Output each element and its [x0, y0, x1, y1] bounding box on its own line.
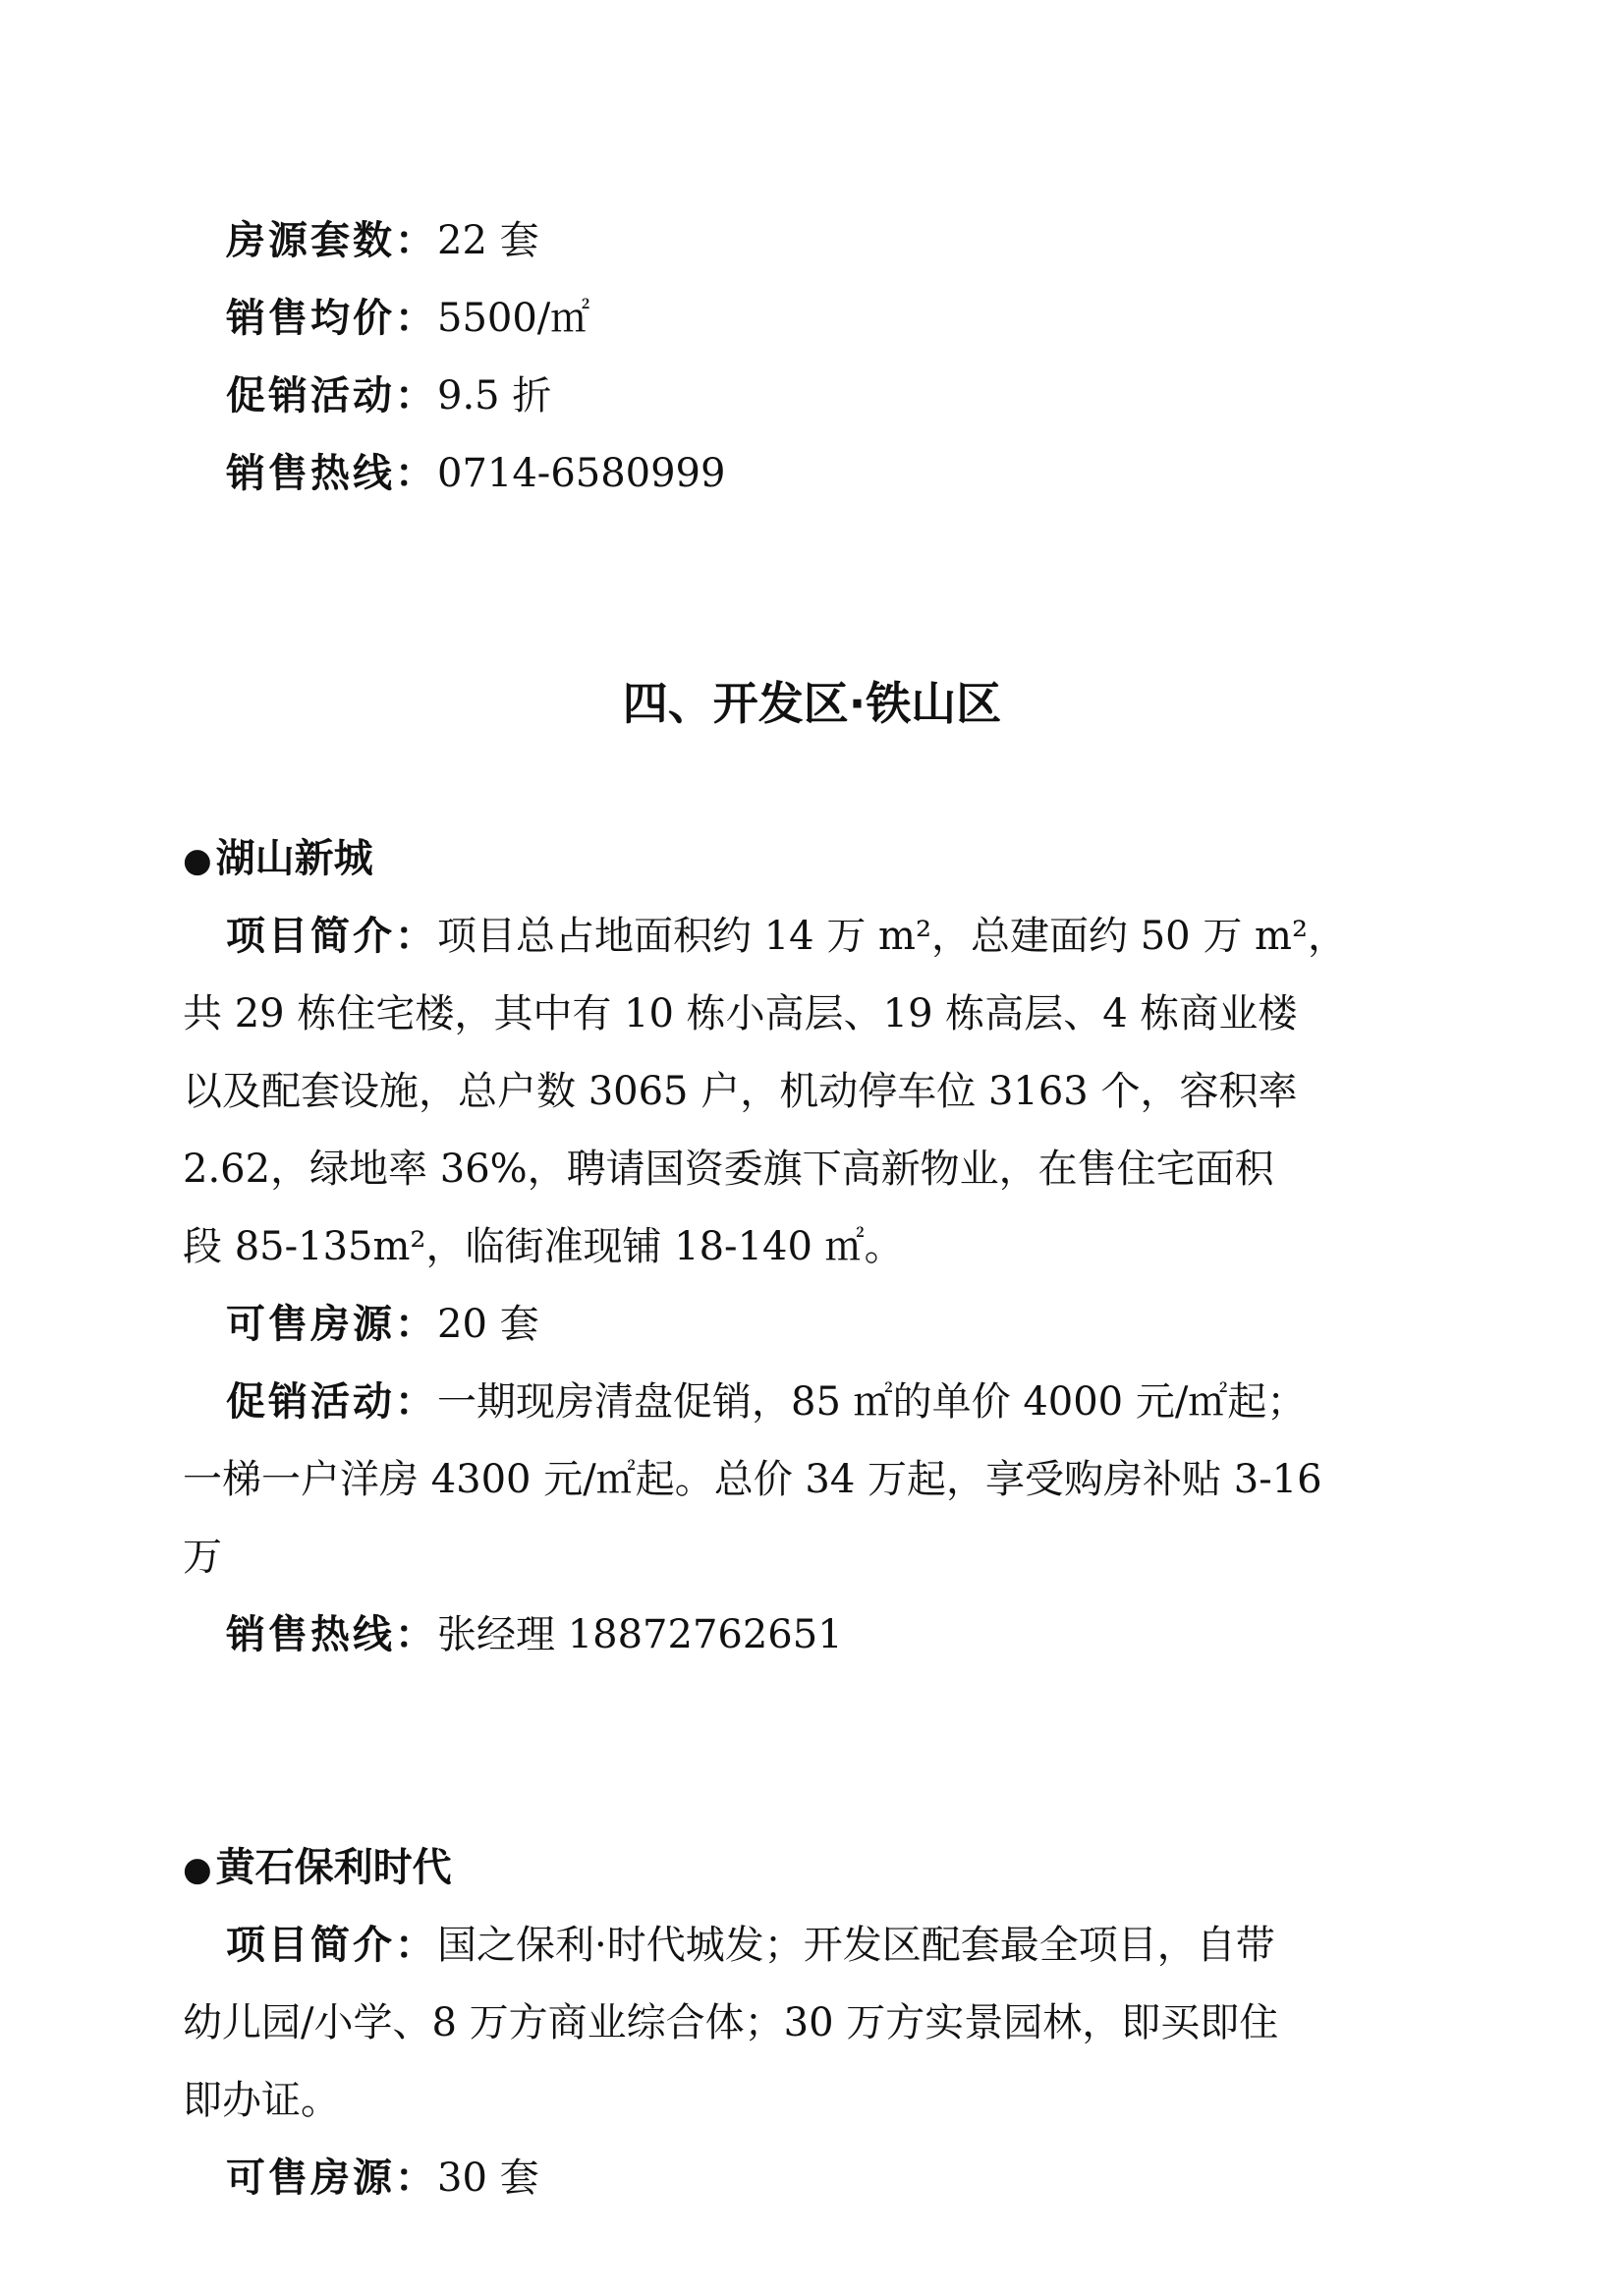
available-label: 可售房源： [226, 1302, 437, 1347]
property-title-poly [183, 1828, 452, 1909]
units-line [226, 201, 1401, 280]
poly-intro-line-2: 幼儿园/小学、8 万方商业综合体；30 万方实景园林，即买即住 [183, 2000, 1279, 2045]
hotline-label: 销售热线： [226, 1612, 437, 1657]
hotline-line [226, 434, 1401, 513]
hushan-promo-line-1 [226, 1363, 1401, 1441]
hushan-intro-line-5: 段 85-135m²，临街准现铺 18-140 ㎡。 [183, 1224, 904, 1269]
available-value: 30 套 [437, 2155, 539, 2201]
promo-text: 一期现房清盘促销，85 ㎡的单价 4000 元/㎡起； [437, 1379, 1307, 1425]
poly-intro-line-3: 即办证。 [183, 2078, 340, 2123]
promo-value: 9.5 折 [437, 373, 552, 419]
promo-label: 促销活动： [226, 373, 437, 419]
price-line [226, 279, 1401, 358]
poly-available-line [226, 2139, 1401, 2217]
promo-label: 促销活动： [226, 1379, 437, 1425]
hushan-intro-line-3: 以及配套设施，总户数 3065 户，机动停车位 3163 个，容积率 [183, 1069, 1298, 1114]
units-label: 房源套数： [226, 218, 437, 263]
hotline-value: 张经理 18872762651 [437, 1612, 843, 1657]
available-value: 20 套 [437, 1302, 539, 1347]
section-title: 四、开发区·铁山区 [622, 677, 1002, 730]
poly-intro-line-1 [226, 1906, 1401, 1985]
property-name: 湖山新城 [215, 836, 373, 881]
hotline-value: 0714-6580999 [437, 451, 726, 496]
intro-label: 项目简介： [226, 914, 437, 959]
intro-label: 项目简介： [226, 1923, 437, 1968]
hotline-label: 销售热线： [226, 451, 437, 496]
hushan-available-line [226, 1285, 1401, 1364]
hushan-promo-line-3: 万 [183, 1535, 222, 1580]
available-label: 可售房源： [226, 2155, 437, 2201]
bullet-icon: ● [183, 841, 212, 880]
price-label: 销售均价： [226, 296, 437, 341]
intro-text: 项目总占地面积约 14 万 m²，总建面约 50 万 m²， [437, 914, 1348, 959]
units-value: 22 套 [437, 218, 539, 263]
hushan-promo-line-2: 一梯一户洋房 4300 元/㎡起。总价 34 万起，享受购房补贴 3-16 [183, 1457, 1322, 1502]
hushan-intro-line-2: 共 29 栋住宅楼，其中有 10 栋小高层、19 栋高层、4 栋商业楼 [183, 991, 1298, 1036]
property-title-hushan [183, 819, 373, 900]
promo-line [226, 357, 1401, 435]
hushan-intro-line-4: 2.62，绿地率 36%，聘请国资委旗下高新物业，在售住宅面积 [183, 1147, 1274, 1192]
bullet-icon: ● [183, 1850, 212, 1889]
price-value: 5500/㎡ [437, 296, 590, 341]
hushan-intro-line-1 [226, 897, 1401, 976]
hushan-hotline-line [226, 1595, 1401, 1674]
intro-text: 国之保利·时代城发；开发区配套最全项目，自带 [437, 1923, 1275, 1968]
property-name: 黄石保利时代 [215, 1845, 452, 1890]
